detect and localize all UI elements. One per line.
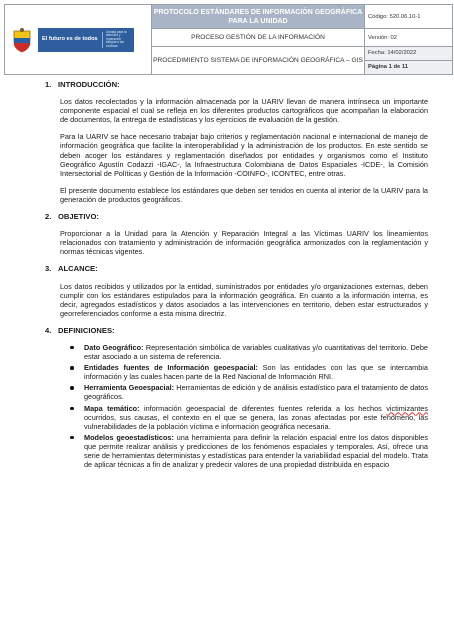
definition-term: Mapa temático:	[84, 403, 140, 413]
section-heading-objetivo	[46, 212, 428, 221]
logo-main-text: El futuro es de todos	[42, 36, 98, 43]
document-date: Fecha: 14/02/2022	[365, 47, 452, 61]
definition-text: Representación simbólica de variables cualitativas y/o cuantitativas del territorio. Debe estar asociado a un sistema de referencia.	[84, 342, 428, 362]
definition-text: una herramienta para definir la relación espacial entre los datos disponibles que permite realizar análisis y predicciones de los fenómenos espaciales y temporales. Así, ofrece una serie de herramientas deterministas y estadísticas para entender la variabilidad espacial del modelo. Trata de aplicar técnicas a fin de analizar y predecir valores de una propiedad distribuida en espacio	[84, 432, 428, 470]
list-item	[84, 383, 428, 401]
section-title: INTRODUCCIÓN:	[58, 80, 120, 89]
definition-text: información geoespacial de diferentes fuentes referida a los hechos	[139, 403, 387, 413]
definition-text: Herramientas de edición y de análisis estadístico para el tratamiento de datos geográficos.	[84, 383, 428, 402]
document-header	[4, 4, 453, 75]
paragraph: Los datos recibidos y utilizados por la entidad, suministrados por entidades y/o organizaciones externas, deben cumplir con los estándares estipulados para la información geográfica. En cuanto a la información interna, es decir, agregados estadísticos y datos asociados a las intervenciones en territorio, deben estar estructurados y georreferenciados conforme a esta misma directriz.	[60, 281, 428, 318]
section-title: ALCANCE:	[58, 264, 98, 274]
paragraph: Proporcionar a la Unidad para la Atención y Reparación Integral a las Víctimas UARIV los lineamientos relacionados con tratamiento y administración de información geográfica armonizados con la reglamentación y normas técnicas vigentes.	[60, 229, 428, 257]
definition-term: Modelos geoestadísticos:	[84, 432, 174, 442]
paragraph: El presente documento establece los estándares que deben ser tenidos en cuenta al interior de la UARIV para la generación de productos geográficos.	[60, 185, 428, 204]
list-item	[84, 363, 428, 381]
definition-term: Entidades fuentes de Información geoespacial:	[84, 363, 258, 373]
list-item	[84, 404, 428, 431]
process-name: PROCESO GESTIÓN DE LA INFORMACIÓN	[152, 29, 365, 47]
definition-term: Herramienta Geoespacial:	[84, 383, 175, 393]
spellcheck-flagged-word: victimizantes	[386, 403, 428, 413]
section-heading-alcance	[46, 264, 428, 273]
section-heading-definiciones	[46, 326, 428, 335]
section-number: 4.	[45, 325, 52, 335]
logo-sub-text: Unidad para la atención y reparación integral a las víctimas	[105, 29, 127, 48]
paragraph: Para la UARIV se hace necesario trabajar bajo criterios y reglamentación nacional e internacional de manejo de información geográfica que facilite la interoperabilidad y la administración de los productos. En este sentido se deben acoger los estándares y reglamentación diseñados por entidades y organismos como el Instituto Geográfico Agustín Codazzi -IGAC-, la Infraestructura Colombiana de Datos Espaciales -ICDE-, la Comisión Intersectorial de Políticas y Gestión de la Información -COINFO-, ICONTEC, entre otras.	[60, 132, 428, 178]
document-version: Versión: 02	[365, 29, 453, 47]
section-number: 2.	[45, 212, 52, 222]
paragraph: Los datos recolectados y la información almacenada por la UARIV llevan de manera intrínseca un importante componente espacial el cual se refleja en los diferentes productos cartográficos que acompañan la elaboración de documentos, la entrega de estadísticas y los ejercicios de evaluación de la gestión.	[60, 97, 428, 125]
logo-cell	[5, 5, 152, 75]
date-page-cell	[365, 47, 453, 75]
section-title: DEFINICIONES:	[58, 325, 115, 335]
page-number: Página 1 de 11	[368, 64, 408, 70]
document-body	[46, 80, 428, 471]
section-number: 1.	[45, 80, 52, 89]
section-number: 3.	[45, 264, 52, 274]
section-heading-introduccion	[46, 80, 428, 89]
coat-of-arms-icon	[11, 27, 33, 53]
list-item	[84, 433, 428, 469]
definition-text: Son las entidades con las que se intercambia información y las cuales hacen parte de la Red Nacional de Información RNI.	[84, 363, 428, 382]
definition-text: ocurridos, sus causas, el contexto en el que se genera, las zonas afectadas por este fenómeno, las vulnerabilidades de la población víctima e información geográfica necesaria.	[84, 412, 428, 431]
section-title: OBJETIVO:	[58, 212, 99, 222]
document-code: Código: 520.06.10-1	[365, 5, 453, 29]
procedure-name: PROCEDIMIENTO SISTEMA DE INFORMACIÓN GEOGRÁFICA – GIS	[152, 47, 365, 75]
list-item	[84, 343, 428, 361]
government-logo	[38, 28, 134, 52]
definition-term: Dato Geográfico:	[84, 342, 144, 352]
document-title: PROTOCOLO ESTÁNDARES DE INFORMACIÓN GEOGRÁFICA PARA LA UNIDAD	[152, 5, 365, 29]
definitions-list	[84, 343, 428, 469]
